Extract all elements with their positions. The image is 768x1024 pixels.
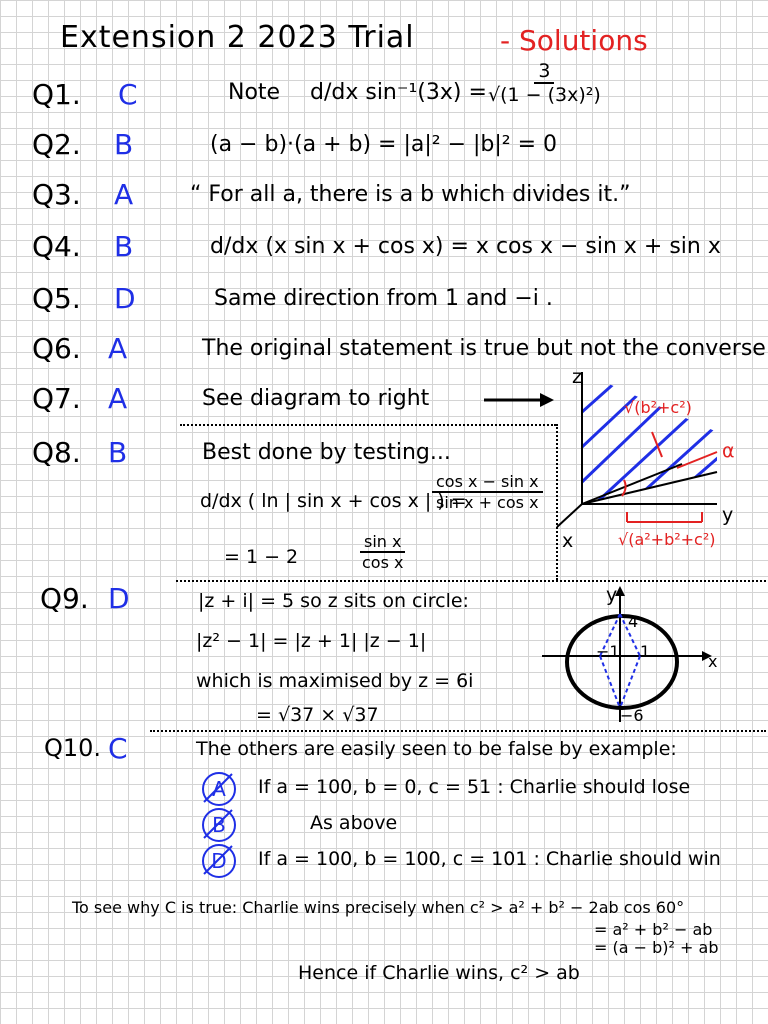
q8-fraction2-denominator: cos x	[362, 553, 404, 572]
page-title: Extension 2 2023 Trial	[60, 20, 415, 55]
q10-number: Q10.	[44, 734, 102, 762]
option-a-badge: A	[202, 772, 236, 806]
page-subtitle: - Solutions	[500, 24, 648, 57]
option-b-text: As above	[310, 812, 398, 834]
q9-line4: = √37 × √37	[256, 704, 379, 726]
q5-text: Same direction from 1 and −i .	[214, 286, 553, 311]
q2-text: (a − b)·(a + b) = |a|² − |b|² = 0	[210, 132, 558, 157]
q1-number: Q1.	[32, 78, 81, 111]
q9-x-axis-label: x	[708, 652, 718, 671]
footer-line3: = (a − b)² + ab	[594, 938, 719, 957]
q8-fraction-denominator: sin x + cos x	[436, 493, 539, 512]
q1-note: Note	[228, 80, 281, 105]
q9-bottom-label: −6	[620, 706, 644, 725]
q1-fraction	[488, 60, 601, 106]
q10-answer: C	[108, 732, 128, 765]
divider	[556, 424, 558, 580]
q8-fraction-numerator: cos x − sin x	[432, 472, 543, 493]
q1-expression: d/dx sin⁻¹(3x) =	[310, 80, 487, 105]
q8-fraction2	[360, 532, 405, 572]
q7-x-axis-label: x	[562, 530, 574, 552]
strike-icon	[198, 768, 238, 808]
q4-number: Q4.	[32, 230, 81, 263]
q9-answer: D	[108, 582, 130, 615]
footer-line1: To see why C is true: Charlie wins precisely when c² > a² + b² − 2ab cos 60°	[72, 898, 685, 917]
q3-number: Q3.	[32, 178, 81, 211]
q9-right-label: 1	[640, 642, 651, 661]
q7-bottom-label: √(a²+b²+c²)	[618, 530, 716, 549]
q9-top-label: 4	[628, 612, 639, 631]
footer-line2: = a² + b² − ab	[594, 920, 713, 939]
q1-answer: C	[118, 78, 138, 111]
strike-icon	[198, 840, 238, 880]
q2-number: Q2.	[32, 128, 81, 161]
q1-fraction-numerator: 3	[534, 60, 554, 84]
divider	[176, 580, 766, 582]
option-b-badge: B	[202, 808, 236, 842]
q8-answer: B	[108, 436, 128, 469]
q6-number: Q6.	[32, 332, 81, 365]
strike-icon	[198, 804, 238, 844]
q7-alpha-label: α	[722, 440, 735, 462]
q9-y-axis-label: y	[606, 584, 618, 606]
q9-number: Q9.	[40, 582, 89, 615]
footer-line4: Hence if Charlie wins, c² > ab	[298, 962, 580, 984]
q3-text: “ For all a, there is a b which divides it.”	[190, 182, 631, 207]
q6-answer: A	[108, 332, 128, 365]
q7-z-axis-label: z	[572, 366, 582, 388]
q5-answer: D	[114, 282, 136, 315]
q9-line3: which is maximised by z = 6i	[196, 670, 474, 692]
q8-line1: Best done by testing...	[202, 440, 451, 465]
q9-line1: |z + i| = 5 so z sits on circle:	[198, 590, 469, 612]
q4-answer: B	[114, 230, 134, 263]
divider	[180, 424, 556, 426]
q1-fraction-denominator: √(1 − (3x)²)	[488, 84, 601, 106]
right-arrow-icon	[484, 393, 554, 407]
q7-answer: A	[108, 382, 128, 415]
q5-number: Q5.	[32, 282, 81, 315]
q8-fraction2-numerator: sin x	[360, 532, 405, 553]
option-a-text: If a = 100, b = 0, c = 51 : Charlie should lose	[258, 776, 691, 798]
divider	[150, 730, 766, 732]
q8-fraction	[432, 472, 543, 512]
q8-line3: = 1 − 2	[224, 546, 299, 568]
q7-top-label: √(b²+c²)	[624, 398, 692, 417]
q9-left-label: −1	[596, 642, 620, 661]
q9-line2: |z² − 1| = |z + 1| |z − 1|	[196, 630, 427, 652]
q8-lhs: d/dx ( ln | sin x + cos x | ) =	[200, 490, 467, 512]
q7-y-axis-label: y	[722, 504, 734, 526]
option-d-text: If a = 100, b = 100, c = 101 : Charlie should win	[258, 848, 721, 870]
q3-answer: A	[114, 178, 134, 211]
q6-text: The original statement is true but not the converse	[202, 336, 766, 361]
q7-text: See diagram to right	[202, 386, 430, 411]
option-d-badge: D	[202, 844, 236, 878]
q7-3d-diagram	[552, 362, 742, 552]
q8-number: Q8.	[32, 436, 81, 469]
q10-line1: The others are easily seen to be false by example:	[196, 738, 677, 760]
q9-circle-diagram	[540, 586, 720, 726]
q7-number: Q7.	[32, 382, 81, 415]
q2-answer: B	[114, 128, 134, 161]
q4-text: d/dx (x sin x + cos x) = x cos x − sin x + sin x	[210, 234, 721, 259]
